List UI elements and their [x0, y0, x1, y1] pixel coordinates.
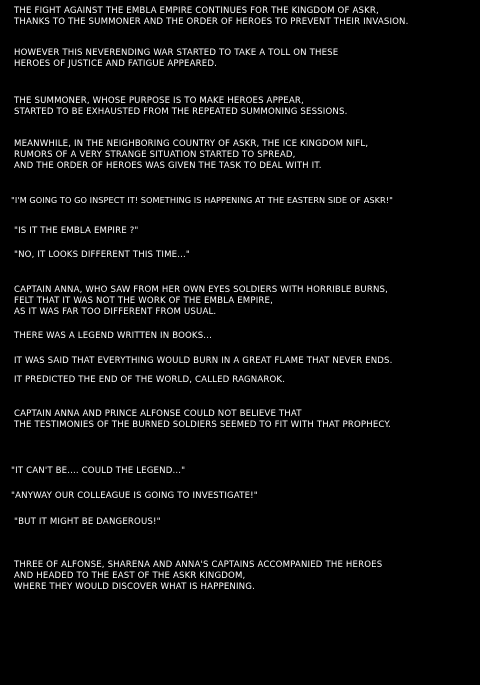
paragraph-captain-anna [14, 285, 388, 318]
dialogue-could-the-legend [11, 466, 185, 477]
text-line: AS IT WAS FAR TOO DIFFERENT FROM USUAL. [14, 307, 217, 317]
text-line: CAPTAIN ANNA, WHO SAW FROM HER OWN EYES SOLDIERS WITH HORRIBLE BURNS, [14, 285, 389, 295]
text-line: THE SUMMONER, WHOSE PURPOSE IS TO MAKE HEROES APPEAR, [14, 96, 304, 106]
text-line: THREE OF ALFONSE, SHARENA AND ANNA'S CAPTAINS ACCOMPANIED THE HEROES [14, 560, 383, 570]
text-line: FELT THAT IT WAS NOT THE WORK OF THE EMBLA EMPIRE, [14, 296, 273, 306]
text-line: WHERE THEY WOULD DISCOVER WHAT IS HAPPENING. [14, 582, 255, 592]
paragraph-summoner [14, 96, 347, 118]
dialogue-dangerous [14, 517, 161, 528]
text-line: HEROES OF JUSTICE AND FATIGUE APPEARED. [14, 59, 217, 69]
paragraph-intro [14, 6, 409, 28]
text-line: CAPTAIN ANNA AND PRINCE ALFONSE COULD NOT BELIEVE THAT [14, 409, 302, 419]
text-line: STARTED TO BE EXHAUSTED FROM THE REPEATED SUMMONING SESSIONS. [14, 107, 348, 117]
dialogue-embla-question [14, 226, 139, 237]
text-line: IT WAS SAID THAT EVERYTHING WOULD BURN IN A GREAT FLAME THAT NEVER ENDS. [14, 356, 393, 366]
text-line: THERE WAS A LEGEND WRITTEN IN BOOKS... [14, 331, 212, 341]
paragraph-captains-headed-east [14, 560, 382, 593]
text-line: "IS IT THE EMBLA EMPIRE ?" [14, 226, 139, 236]
paragraph-prophecy [14, 409, 391, 431]
text-line: THANKS TO THE SUMMONER AND THE ORDER OF HEROES TO PREVENT THEIR INVASION. [14, 17, 409, 27]
text-line: "BUT IT MIGHT BE DANGEROUS!" [14, 517, 161, 527]
paragraph-ragnarok [14, 375, 285, 386]
text-line: THE TESTIMONIES OF THE BURNED SOLDIERS SEEMED TO FIT WITH THAT PROPHECY. [14, 420, 391, 430]
text-line: AND THE ORDER OF HEROES WAS GIVEN THE TASK TO DEAL WITH IT. [14, 161, 322, 171]
text-line: "ANYWAY OUR COLLEAGUE IS GOING TO INVESTIGATE!" [11, 491, 258, 501]
text-line: MEANWHILE, IN THE NEIGHBORING COUNTRY OF ASKR, THE ICE KINGDOM NIFL, [14, 139, 369, 149]
paragraph-fatigue [14, 48, 338, 70]
paragraph-great-flame [14, 356, 393, 367]
text-line: "NO, IT LOOKS DIFFERENT THIS TIME..." [14, 250, 190, 260]
text-line: RUMORS OF A VERY STRANGE SITUATION STARTED TO SPREAD, [14, 150, 296, 160]
text-line: HOWEVER THIS NEVERENDING WAR STARTED TO TAKE A TOLL ON THESE [14, 48, 339, 58]
text-line: "IT CAN'T BE.... COULD THE LEGEND..." [11, 466, 186, 476]
dialogue-inspect [11, 195, 393, 206]
dialogue-different [14, 250, 190, 261]
text-line: IT PREDICTED THE END OF THE WORLD, CALLED RAGNAROK. [14, 375, 286, 385]
paragraph-legend [14, 331, 212, 342]
text-line: THE FIGHT AGAINST THE EMBLA EMPIRE CONTINUES FOR THE KINGDOM OF ASKR, [14, 6, 379, 16]
dialogue-colleague [11, 491, 258, 502]
text-line: AND HEADED TO THE EAST OF THE ASKR KINGDOM, [14, 571, 246, 581]
text-line: "I'M GOING TO GO INSPECT IT! SOMETHING IS HAPPENING AT THE EASTERN SIDE OF ASKR!" [11, 195, 393, 205]
paragraph-nifl [14, 139, 368, 172]
